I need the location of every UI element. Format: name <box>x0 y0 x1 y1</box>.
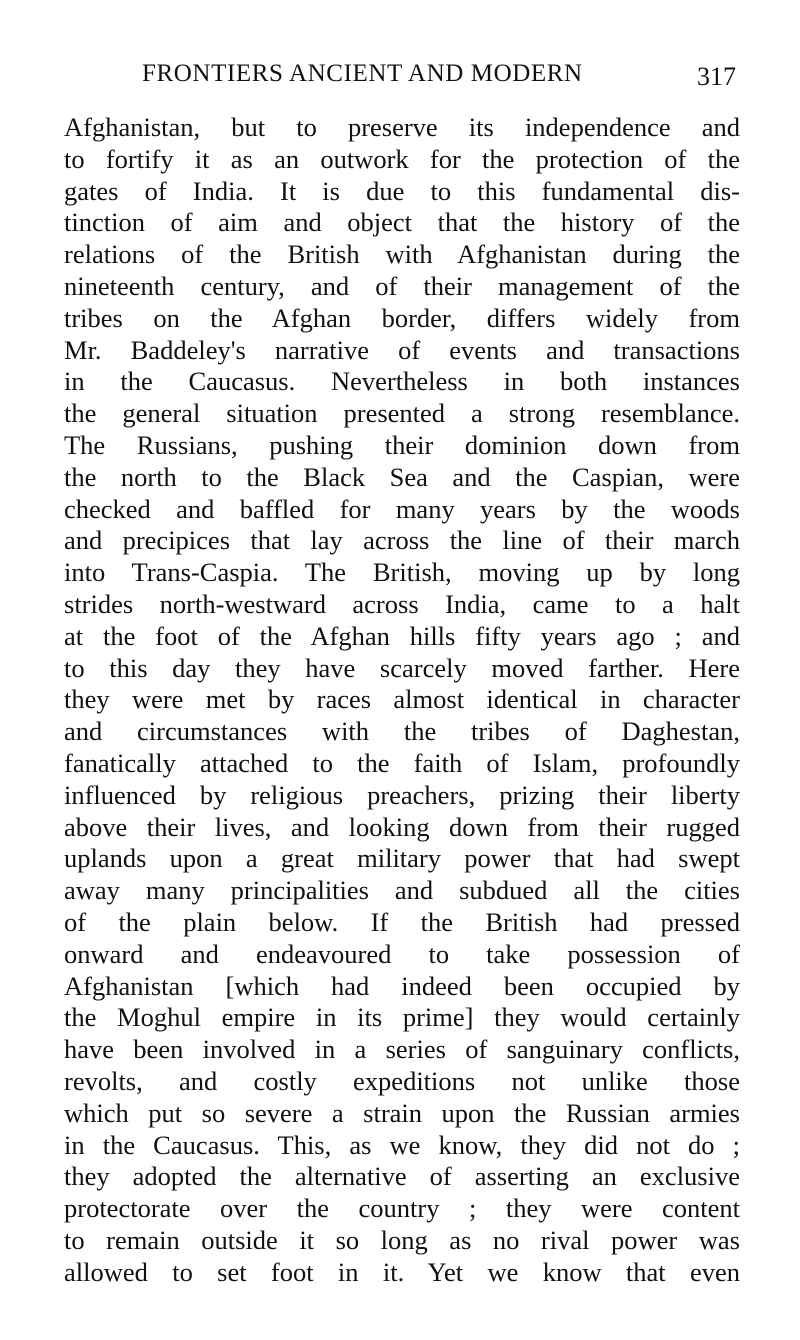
text-line: at the foot of the Afghan hills fifty years ago ; and <box>64 620 740 651</box>
text-line: and precipices that lay across the line of their march <box>64 525 740 556</box>
text-line: to fortify it as an outwork for the protection of the <box>64 143 740 174</box>
text-line: and circumstances with the tribes of Daghestan, <box>64 716 740 747</box>
text-line: uplands upon a great military power that had swept <box>64 843 740 874</box>
text-line: tinction of aim and object that the history of the <box>64 207 740 238</box>
text-line: protectorate over the country ; they were content <box>64 1193 740 1224</box>
text-line: which put so severe a strain upon the Russian armies <box>64 1097 740 1128</box>
text-line: Afghanistan, but to preserve its independence and <box>64 112 740 142</box>
text-line: relations of the British with Afghanistan during the <box>64 239 740 270</box>
text-line: gates of India. It is due to this fundamental dis- <box>64 175 740 206</box>
text-line: checked and baffled for many years by the woods <box>64 493 740 524</box>
text-line: tribes on the Afghan border, differs widely from <box>64 302 740 333</box>
text-line: to this day they have scarcely moved farther. Here <box>64 652 740 683</box>
text-line: onward and endeavoured to take possession of <box>64 938 740 969</box>
text-line: The Russians, pushing their dominion down from <box>64 429 740 460</box>
text-line: away many principalities and subdued all the cities <box>64 875 740 906</box>
text-line: Afghanistan [which had indeed been occupied by <box>64 970 740 1001</box>
text-line: influenced by religious preachers, prizing their liberty <box>64 779 740 810</box>
running-head <box>64 60 740 94</box>
text-line: the Moghul empire in its prime] they would certainly <box>64 1002 740 1033</box>
text-line: have been involved in a series of sanguinary conflicts, <box>64 1034 740 1065</box>
text-line: they adopted the alternative of asserting an exclusive <box>64 1161 740 1192</box>
text-line: Mr. Baddeley's narrative of events and transactions <box>64 334 740 365</box>
text-line: above their lives, and looking down from their rugged <box>64 811 740 842</box>
text-line: the north to the Black Sea and the Caspian, were <box>64 461 740 492</box>
text-line: the general situation presented a strong resemblance. <box>64 398 740 429</box>
text-line: in the Caucasus. This, as we know, they did not do ; <box>64 1129 740 1160</box>
text-line: strides north-westward across India, came to a halt <box>64 588 740 619</box>
text-line: into Trans-Caspia. The British, moving up by long <box>64 557 740 588</box>
text-line: revolts, and costly expeditions not unlike those <box>64 1065 740 1096</box>
running-title: FRONTIERS ANCIENT AND MODERN <box>142 60 583 87</box>
text-line: fanatically attached to the faith of Islam, profoundly <box>64 747 740 778</box>
text-line: of the plain below. If the British had pressed <box>64 906 740 937</box>
body-text <box>64 112 740 1288</box>
text-line: in the Caucasus. Nevertheless in both instances <box>64 366 740 397</box>
text-line: nineteenth century, and of their management of the <box>64 270 740 301</box>
text-line: they were met by races almost identical in character <box>64 684 740 715</box>
text-line: allowed to set foot in it. Yet we know that even <box>64 1256 740 1287</box>
text-line: to remain outside it so long as no rival power was <box>64 1224 740 1255</box>
page-number: 317 <box>697 62 736 91</box>
